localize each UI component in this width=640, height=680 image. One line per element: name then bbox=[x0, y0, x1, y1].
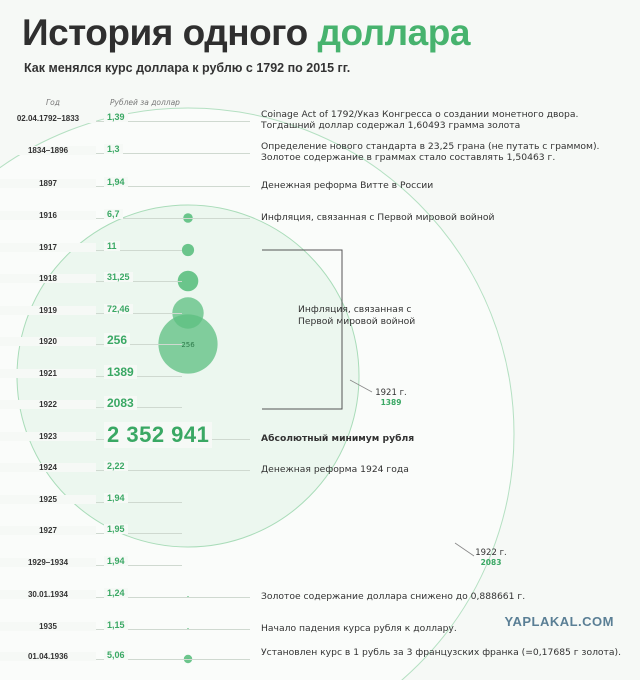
row-date: 1927 bbox=[0, 526, 96, 535]
group-annotation: Инфляция, связанная с Первой мировой войной bbox=[298, 304, 416, 327]
row-rate: 2,22 bbox=[104, 461, 128, 471]
callout-1921 bbox=[374, 388, 408, 407]
callout-1921-year: 1921 г. bbox=[375, 388, 407, 398]
table-row bbox=[0, 172, 640, 202]
table-row bbox=[0, 645, 640, 675]
callout-1922-value: 2083 bbox=[480, 558, 502, 567]
row-date: 1916 bbox=[0, 211, 96, 220]
row-event: Инфляция, связанная с Первой мировой войной bbox=[261, 212, 495, 223]
table-row bbox=[0, 139, 640, 169]
row-date: 1918 bbox=[0, 274, 96, 283]
row-rate: 11 bbox=[104, 241, 120, 251]
table-row bbox=[0, 488, 640, 518]
row-date: 1935 bbox=[0, 622, 96, 631]
row-rate: 256 bbox=[104, 333, 130, 347]
table-row bbox=[0, 236, 640, 266]
table-row bbox=[0, 204, 640, 234]
row-rate: 72,46 bbox=[104, 304, 133, 314]
row-event: Золотое содержание доллара снижено до 0,888661 г. bbox=[261, 591, 526, 602]
row-date: 02.04.1792–1833 bbox=[0, 114, 96, 123]
row-event: Денежная реформа 1924 года bbox=[261, 464, 409, 475]
row-date: 30.01.1934 bbox=[0, 590, 96, 599]
row-rate: 6,7 bbox=[104, 209, 123, 219]
page-subtitle: Как менялся курс доллара к рублю с 1792 по 2015 гг. bbox=[24, 61, 351, 75]
row-rate: 2083 bbox=[104, 396, 137, 410]
row-date: 1919 bbox=[0, 306, 96, 315]
watermark: YAPLAKAL.COM bbox=[504, 614, 614, 629]
row-event: Coinage Act of 1792/Указ Конгресса о создании монетного двора. Тогдашний доллар содержал 1,60493 грамма золота bbox=[261, 109, 579, 131]
row-event: Абсолютный минимум рубля bbox=[261, 433, 415, 444]
table-row bbox=[0, 330, 640, 360]
row-event: Установлен курс в 1 рубль за 3 французских франка (=0,17685 г золота). bbox=[261, 647, 622, 658]
row-date: 1917 bbox=[0, 243, 96, 252]
table-row bbox=[0, 393, 640, 423]
row-event: Определение нового стандарта в 23,25 грана (не путать с граммом). Золотое содержание в граммах стало составлять 1,50463 г. bbox=[261, 141, 600, 163]
page-title bbox=[22, 12, 470, 54]
table-row bbox=[0, 583, 640, 613]
column-header-rate: Рублей за доллар bbox=[110, 98, 180, 107]
row-rate: 31,25 bbox=[104, 272, 133, 282]
title-accent: доллара bbox=[317, 12, 470, 53]
row-date: 1925 bbox=[0, 495, 96, 504]
row-rate: 1,39 bbox=[104, 112, 128, 122]
column-header-year: Год bbox=[46, 98, 60, 107]
row-rate: 1,94 bbox=[104, 556, 128, 566]
row-date: 01.04.1936 bbox=[0, 652, 96, 661]
title-main: История одного bbox=[22, 12, 308, 53]
row-date: 1920 bbox=[0, 337, 96, 346]
row-rate: 1,94 bbox=[104, 493, 128, 503]
table-row bbox=[0, 267, 640, 297]
row-date: 1834–1896 bbox=[0, 146, 96, 155]
callout-1922 bbox=[474, 548, 508, 567]
row-rate: 2 352 941 bbox=[104, 422, 212, 448]
row-date: 1924 bbox=[0, 463, 96, 472]
row-event: Денежная реформа Витте в России bbox=[261, 180, 434, 191]
row-rate: 5,06 bbox=[104, 650, 128, 660]
row-rate: 1,95 bbox=[104, 524, 128, 534]
row-rate: 1389 bbox=[104, 365, 137, 379]
table-row bbox=[0, 519, 640, 549]
row-rate: 1,24 bbox=[104, 588, 128, 598]
bubble-label: 256 bbox=[181, 341, 195, 349]
row-date: 1921 bbox=[0, 369, 96, 378]
table-row bbox=[0, 551, 640, 581]
callout-1922-year: 1922 г. bbox=[475, 548, 507, 558]
row-date: 1923 bbox=[0, 432, 96, 441]
table-row bbox=[0, 362, 640, 392]
row-rate: 1,15 bbox=[104, 620, 128, 630]
table-row bbox=[0, 422, 640, 455]
row-date: 1922 bbox=[0, 400, 96, 409]
row-rate: 1,94 bbox=[104, 177, 128, 187]
table-row bbox=[0, 456, 640, 486]
row-date: 1897 bbox=[0, 179, 96, 188]
callout-1921-value: 1389 bbox=[380, 398, 402, 407]
row-date: 1929–1934 bbox=[0, 558, 96, 567]
table-row bbox=[0, 107, 640, 137]
row-event: Начало падения курса рубля к доллару. bbox=[261, 623, 457, 634]
row-rate: 1,3 bbox=[104, 144, 123, 154]
